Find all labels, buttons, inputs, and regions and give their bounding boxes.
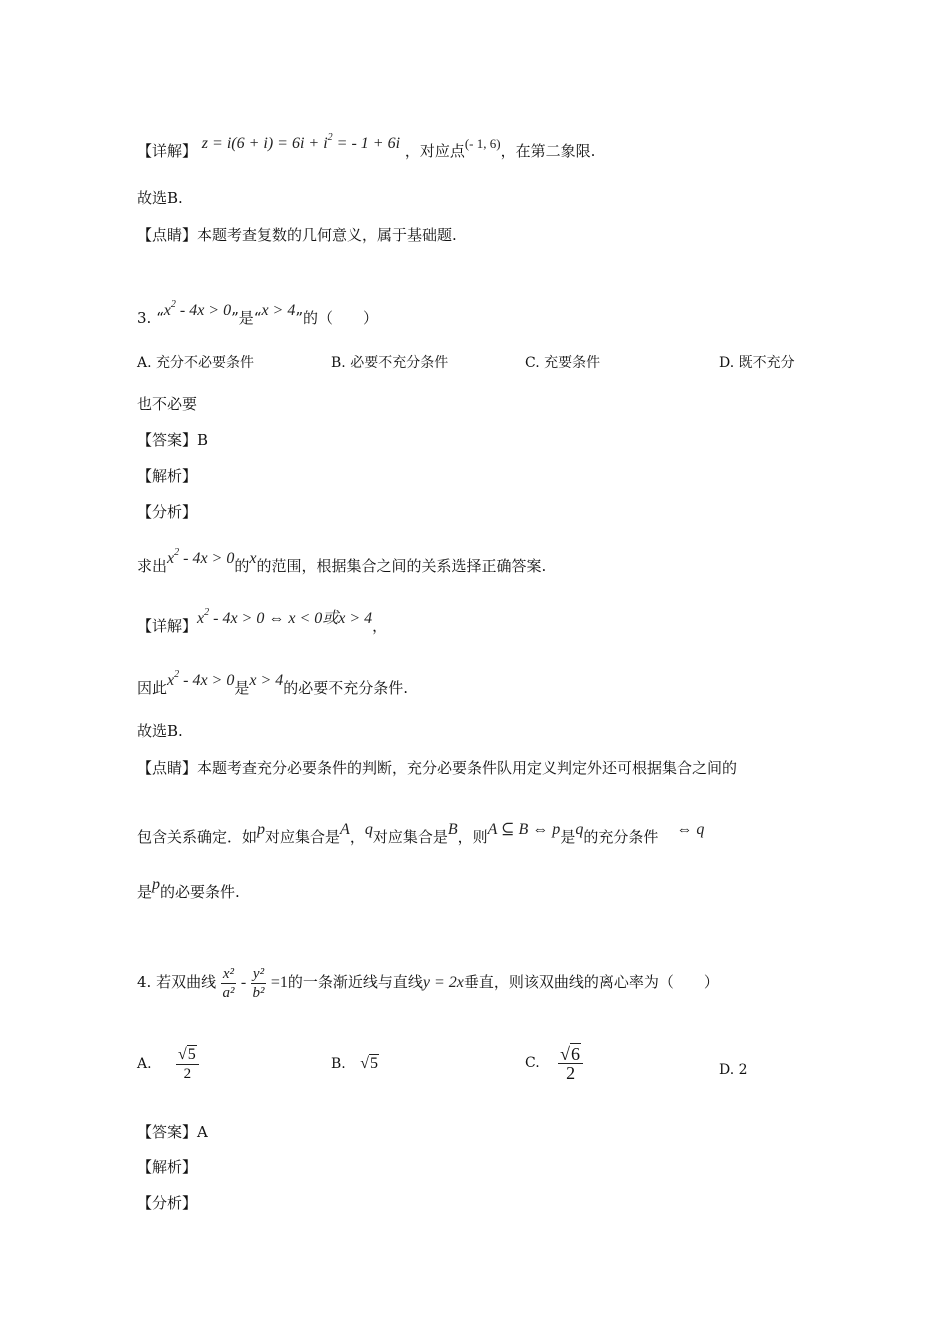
q3-analysis: 求出$x^2 - 4x > 0$的x的范围，根据集合之间的关系选择正确答案. xyxy=(137,547,547,575)
q4-option-d: D. 2 xyxy=(719,1062,748,1078)
question-3-stem: 3. “$x^2 - 4x > 0$”是“x > 4”的（ ） xyxy=(137,299,379,327)
expr-quadratic: $x^2 - 4x > 0$ xyxy=(163,299,232,319)
q3-detail: 【详解】$x^2 - 4x > 0$ ⇔ x < 0或x > 4， xyxy=(137,607,388,635)
q3-comment-line-b: 包含关系确定．如p对应集合是A，q对应集合是B，则A ⊆ B ⇔ p是q的充分条件 ⇔ q xyxy=(137,821,705,846)
choose-line-1: 故选B. xyxy=(137,189,183,207)
detail-tag: 【详解】 xyxy=(137,142,198,160)
q3-option-d: D. 既不充分 xyxy=(719,355,795,371)
q4-option-a: A. $\frac{√5}{2}$ xyxy=(137,1042,199,1086)
comment-line-1: 【点睛】本题考查复数的几何意义，属于基础题. xyxy=(137,226,457,244)
point-coords: (- 1, 6) xyxy=(464,136,501,151)
q4-option-b: B. √5 xyxy=(331,1055,378,1072)
q3-option-d-wrap: 也不必要 xyxy=(137,395,198,413)
q4-answer: 【答案】A xyxy=(137,1123,208,1141)
q3-comment-line-a: 【点睛】本题考查充分必要条件的判断，充分必要条件队用定义判定外还可根据集合之间的 xyxy=(137,759,738,777)
q4-fenxi: 【分析】 xyxy=(137,1194,198,1212)
q3-option-b: B. 必要不充分条件 xyxy=(331,355,449,371)
q3-jiexi: 【解析】 xyxy=(137,467,198,485)
fraction-x2-a2: $\frac{\text{x²}}{\text{a²}}$ xyxy=(222,965,235,1001)
line-equation: y = 2x xyxy=(422,974,464,991)
complex-formula: $z = i(6 + i) = 6i + i^2$ = - 1 + 6i xyxy=(201,132,401,152)
detail-line-complex: 【详解】 $z = i(6 + i) = 6i + i^2$ = - 1 + 6i ，对应点(- 1, 6)，在第二象限. xyxy=(137,132,596,160)
q4-jiexi: 【解析】 xyxy=(137,1158,198,1176)
q3-choose: 故选B. xyxy=(137,722,183,740)
q3-option-a: A. 充分不必要条件 xyxy=(137,355,255,371)
q4-option-c: C. $\frac{√6}{2}$ xyxy=(525,1038,583,1088)
q3-fenxi: 【分析】 xyxy=(137,503,198,521)
q3-option-c: C. 充要条件 xyxy=(525,355,601,371)
question-4-stem: 4. 若双曲线 $\frac{\text{x²}}{\text{a²}}$ - $\frac{\text{y²}}{\text{b²}}$ =1的一条渐近线与直线y = 2x垂直，则该双曲线的离心率为（ ） xyxy=(137,965,719,1001)
sqrt-icon: √6 xyxy=(560,1043,581,1064)
sqrt-icon: √5 xyxy=(360,1055,378,1072)
q3-hence: 因此$x^2 - 4x > 0$是x > 4的必要不充分条件. xyxy=(137,669,409,697)
q3-answer: 【答案】B xyxy=(137,431,209,449)
q3-comment-line-c: 是p的必要条件. xyxy=(137,876,240,901)
fraction-y2-b2: $\frac{\text{y²}}{\text{b²}}$ xyxy=(252,965,265,1001)
sqrt-icon: √5 xyxy=(178,1045,196,1063)
expr-x-gt-4: x > 4 xyxy=(261,302,296,319)
